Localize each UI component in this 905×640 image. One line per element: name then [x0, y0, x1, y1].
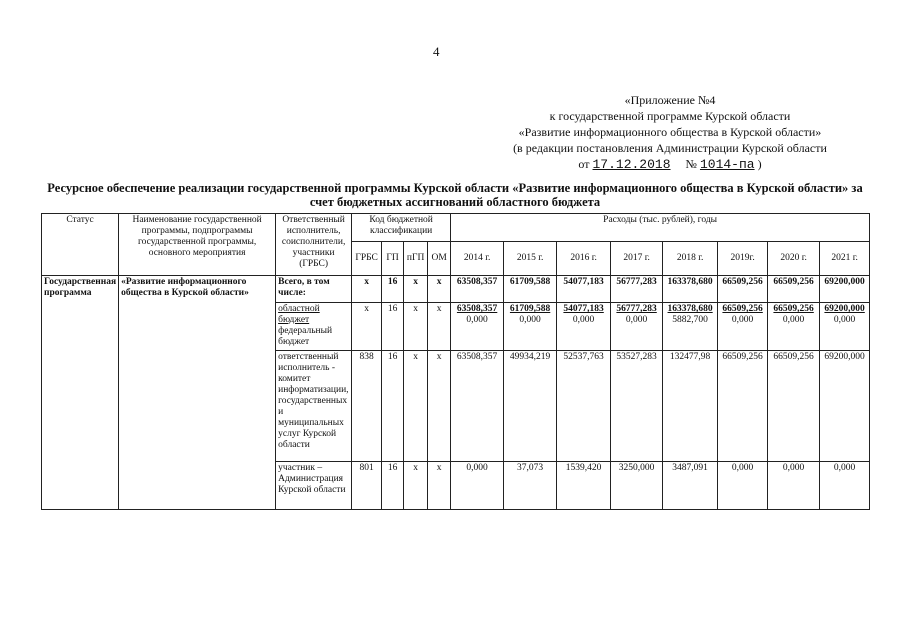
- executor-responsible: ответственный исполнитель - комитет информатизации, государственных и муниципальных услуг Курской области: [276, 351, 352, 462]
- header-year-2021: 2021 г.: [820, 242, 870, 276]
- resolution-date: 17.12.2018: [592, 157, 671, 172]
- value-cell: 66509,256: [768, 351, 820, 462]
- value-cell: 63508,357 0,000: [451, 303, 504, 351]
- code-cell: х: [404, 303, 428, 351]
- executor-budget: [276, 303, 352, 351]
- value-cell: 3487,091: [663, 462, 718, 510]
- header-year-2020: 2020 г.: [768, 242, 820, 276]
- value-cell: 0,000: [718, 462, 768, 510]
- value-cell: 66509,256: [718, 276, 768, 303]
- value-cell: 61709,588 0,000: [504, 303, 557, 351]
- value-cell: 69200,000 0,000: [820, 303, 870, 351]
- value-cell: 54077,183: [557, 276, 611, 303]
- executor-participant: участник – Администрация Курской области: [276, 462, 352, 510]
- code-cell: 16: [382, 303, 404, 351]
- value-cell: 56777,283: [611, 276, 663, 303]
- code-cell: 16: [382, 351, 404, 462]
- value-cell: 66509,256: [768, 276, 820, 303]
- status-cell: Государственная программа: [42, 276, 119, 510]
- code-cell: х: [428, 276, 451, 303]
- appendix-line-3: «Развитие информационного общества в Курской области»: [518, 125, 822, 139]
- value-cell: 61709,588: [504, 276, 557, 303]
- value-cell: 52537,763: [557, 351, 611, 462]
- date-prefix: от: [578, 157, 590, 171]
- value-cell: 0,000: [768, 462, 820, 510]
- executor-federal-budget: федеральный бюджет: [278, 326, 333, 347]
- header-code-pgp: пГП: [404, 242, 428, 276]
- header-executor: Ответственный исполнитель, соисполнители, участники (ГРБС): [276, 214, 352, 276]
- close-paren: ): [757, 157, 762, 171]
- number-prefix: №: [685, 157, 697, 171]
- value-cell: 163378,680 5882,700: [663, 303, 718, 351]
- value-cell: 3250,000: [611, 462, 663, 510]
- value-cell: 0,000: [451, 462, 504, 510]
- value-cell: 132477,98: [663, 351, 718, 462]
- header-year-2018: 2018 г.: [663, 242, 718, 276]
- code-cell: х: [404, 462, 428, 510]
- program-name-cell: «Развитие информационного общества в Курской области»: [119, 276, 276, 510]
- value-cell: 66509,256 0,000: [768, 303, 820, 351]
- code-cell: х: [428, 303, 451, 351]
- code-cell: х: [428, 462, 451, 510]
- code-cell: х: [404, 351, 428, 462]
- resource-table: [41, 213, 870, 510]
- document-title: Ресурсное обеспечение реализации государственной программы Курской области «Развитие информационного общества в Курской области» за счет бюджетных ассигнований областного бюджета: [47, 181, 863, 209]
- code-cell: 16: [382, 462, 404, 510]
- header-year-2014: 2014 г.: [451, 242, 504, 276]
- code-cell: х: [404, 276, 428, 303]
- code-cell: 16: [382, 276, 404, 303]
- header-status: Статус: [42, 214, 119, 276]
- header-code-grbs: ГРБС: [352, 242, 382, 276]
- table-row: [42, 276, 870, 303]
- header-year-2016: 2016 г.: [557, 242, 611, 276]
- code-cell: х: [352, 276, 382, 303]
- header-year-2015: 2015 г.: [504, 242, 557, 276]
- resolution-number: 1014-па: [699, 157, 755, 172]
- executor-total: Всего, в том числе:: [276, 276, 352, 303]
- code-cell: х: [428, 351, 451, 462]
- code-cell: 838: [352, 351, 382, 462]
- value-cell: 163378,680: [663, 276, 718, 303]
- code-cell: х: [352, 303, 382, 351]
- page-number: 4: [433, 44, 440, 59]
- value-cell: 56777,283 0,000: [611, 303, 663, 351]
- value-cell: 0,000: [820, 462, 870, 510]
- appendix-line-1: «Приложение №4: [624, 93, 716, 107]
- value-cell: 69200,000: [820, 276, 870, 303]
- value-cell: 1539,420: [557, 462, 611, 510]
- appendix-line-4: (в редакции постановления Администрации Курской области: [513, 141, 827, 155]
- value-cell: 37,073: [504, 462, 557, 510]
- header-name: Наименование государственной программы, подпрограммы государственной программы, основного мероприятия: [119, 214, 276, 276]
- value-cell: 54077,183 0,000: [557, 303, 611, 351]
- code-cell: 801: [352, 462, 382, 510]
- header-expenses: Расходы (тыс. рублей), годы: [451, 214, 870, 242]
- appendix-header: [470, 92, 870, 173]
- value-cell: 66509,256: [718, 351, 768, 462]
- header-year-2017: 2017 г.: [611, 242, 663, 276]
- value-cell: 69200,000: [820, 351, 870, 462]
- header-budget-code: Код бюджетной классификации: [352, 214, 451, 242]
- executor-regional-budget: областной бюджет: [278, 304, 320, 325]
- value-cell: 63508,357: [451, 351, 504, 462]
- resolution-line: [470, 156, 870, 173]
- header-code-om: ОМ: [428, 242, 451, 276]
- appendix-line-2: к государственной программе Курской области: [549, 109, 791, 123]
- value-cell: 66509,256 0,000: [718, 303, 768, 351]
- header-code-gp: ГП: [382, 242, 404, 276]
- value-cell: 63508,357: [451, 276, 504, 303]
- value-cell: 49934,219: [504, 351, 557, 462]
- header-year-2019: 2019г.: [718, 242, 768, 276]
- value-cell: 53527,283: [611, 351, 663, 462]
